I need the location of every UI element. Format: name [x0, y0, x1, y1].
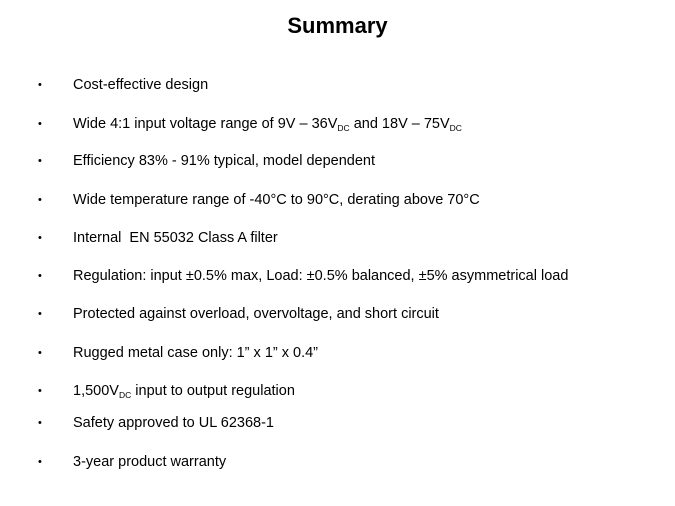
bullet-text: Efficiency 83% - 91% typical, model dependent — [73, 153, 375, 169]
list-item — [0, 189, 675, 211]
list-item — [0, 74, 675, 96]
subscript: DC — [449, 123, 462, 133]
bullet-text: $1,500V_{DC}$ input to output regulation — [73, 383, 295, 400]
bullet-text: Rugged metal case only: 1” x 1” x 0.4” — [73, 345, 319, 361]
bullet-icon: • — [38, 456, 42, 468]
bullet-icon: • — [38, 308, 42, 320]
list-item — [0, 303, 675, 325]
bullet-icon: • — [38, 417, 42, 429]
bullet-text: Wide 4:1 input voltage range of $9V - 36V_{DC}$ and $18V - 75V_{DC}$ — [73, 116, 462, 133]
list-item — [0, 227, 675, 249]
bullet-icon: • — [38, 194, 42, 206]
bullet-icon: • — [38, 79, 42, 91]
subscript: DC — [337, 123, 350, 133]
bullet-text: Regulation: input ±0.5% max, Load: ±0.5% balanced, ±5% asymmetrical load — [73, 268, 569, 284]
list-item — [0, 380, 675, 402]
bullet-text: Safety approved to UL 62368-1 — [73, 415, 274, 431]
list-item — [0, 342, 675, 364]
bullet-text: Wide temperature range of -40°C to 90°C, derating above 70°C — [73, 192, 480, 208]
list-item — [0, 113, 675, 135]
list-item — [0, 265, 675, 287]
page-title: Summary — [287, 13, 388, 38]
list-item — [0, 412, 675, 434]
bullet-icon: • — [38, 232, 42, 244]
list-item — [0, 150, 675, 172]
bullet-text: Cost-effective design — [73, 77, 209, 93]
subscript: DC — [118, 390, 132, 400]
bullet-text: Protected against overload, overvoltage, and short circuit — [73, 306, 439, 322]
list-item — [0, 451, 675, 473]
bullet-icon: • — [38, 270, 42, 282]
bullet-icon: • — [38, 347, 42, 359]
bullet-icon: • — [38, 118, 42, 130]
bullet-icon: • — [38, 155, 42, 167]
bullet-icon: • — [38, 385, 42, 397]
bullet-text: 3-year product warranty — [73, 454, 227, 470]
bullet-text: Internal EN 55032 Class A filter — [73, 230, 278, 246]
